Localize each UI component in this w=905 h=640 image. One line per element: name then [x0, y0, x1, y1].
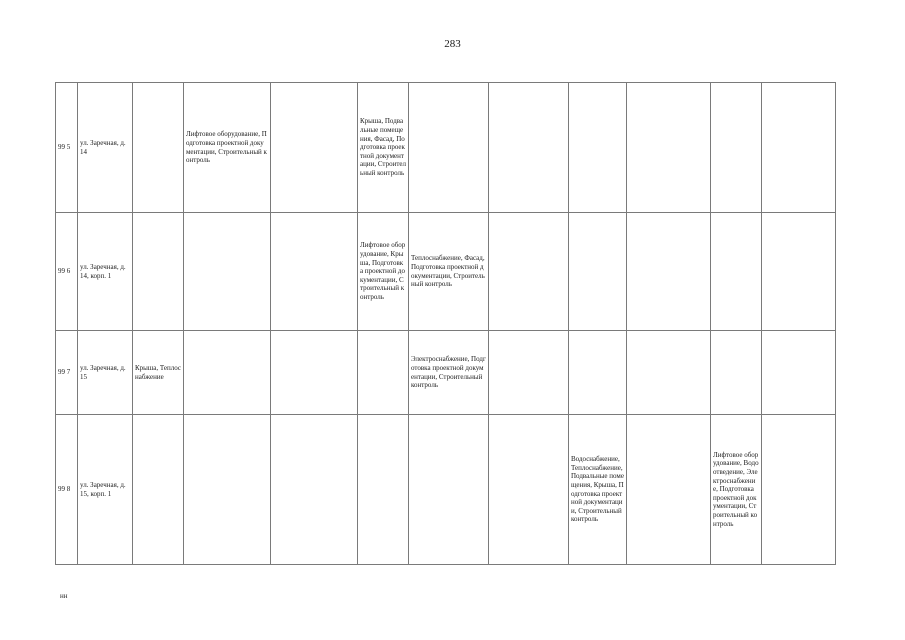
- table-cell: [711, 83, 762, 213]
- table-cell: [627, 415, 711, 565]
- table-cell: Крыша, Подвальные помещения, Фасад, Подготовка проектной документации, Строительный контроль: [358, 83, 409, 213]
- table-cell: [358, 331, 409, 415]
- table-cell: [358, 415, 409, 565]
- address-cell: ул. Заречная, д. 15: [78, 331, 133, 415]
- table-row: [56, 331, 836, 415]
- table-cell: [133, 213, 184, 331]
- table-cell: [489, 415, 569, 565]
- table-cell: [184, 415, 271, 565]
- table-cell: [271, 331, 358, 415]
- table-cell: [627, 331, 711, 415]
- table-cell: [489, 83, 569, 213]
- table-cell: [569, 83, 627, 213]
- table-row: [56, 213, 836, 331]
- table-cell: [184, 213, 271, 331]
- table-cell: [489, 213, 569, 331]
- table-cell: [762, 83, 836, 213]
- repair-schedule-table: [55, 82, 836, 565]
- table-cell: [409, 415, 489, 565]
- address-cell: ул. Заречная, д. 15, корп. 1: [78, 415, 133, 565]
- table-cell: [627, 213, 711, 331]
- table-cell: [409, 83, 489, 213]
- table-cell: [489, 331, 569, 415]
- table-cell: [184, 331, 271, 415]
- table-cell: Лифтовое оборудование, Водоотведение, Электроснабжение, Подготовка проектной документации, Строительный контроль: [711, 415, 762, 565]
- table-cell: [569, 331, 627, 415]
- row-number: 99 7: [56, 331, 78, 415]
- table-row: [56, 415, 836, 565]
- footer-mark: нн: [60, 592, 68, 600]
- table-cell: [711, 213, 762, 331]
- table-cell: Водоснабжение, Теплоснабжение, Подвальные помещения, Крыша, Подготовка проектной документации, Строительный контроль: [569, 415, 627, 565]
- row-number: 99 5: [56, 83, 78, 213]
- table-cell: Крыша, Теплоснабжение: [133, 331, 184, 415]
- table-cell: Лифтовое оборудование, Подготовка проектной документации, Строительный контроль: [184, 83, 271, 213]
- table-cell: [711, 331, 762, 415]
- table-cell: [627, 83, 711, 213]
- table-cell: Электроснабжение, Подготовка проектной документации, Строительный контроль: [409, 331, 489, 415]
- table-cell: [133, 83, 184, 213]
- table-cell: [762, 415, 836, 565]
- table-cell: [133, 415, 184, 565]
- address-cell: ул. Заречная, д. 14: [78, 83, 133, 213]
- table-row: [56, 83, 836, 213]
- address-cell: ул. Заречная, д. 14, корп. 1: [78, 213, 133, 331]
- table-cell: [569, 213, 627, 331]
- table-cell: [271, 213, 358, 331]
- table-cell: Теплоснабжение, Фасад, Подготовка проектной документации, Строительный контроль: [409, 213, 489, 331]
- table-cell: [762, 331, 836, 415]
- page-number: 283: [444, 38, 461, 50]
- table-cell: [271, 83, 358, 213]
- table-cell: [762, 213, 836, 331]
- table-cell: Лифтовое оборудование, Крыша, Подготовка проектной документации, Строительный контроль: [358, 213, 409, 331]
- table-cell: [271, 415, 358, 565]
- row-number: 99 6: [56, 213, 78, 331]
- row-number: 99 8: [56, 415, 78, 565]
